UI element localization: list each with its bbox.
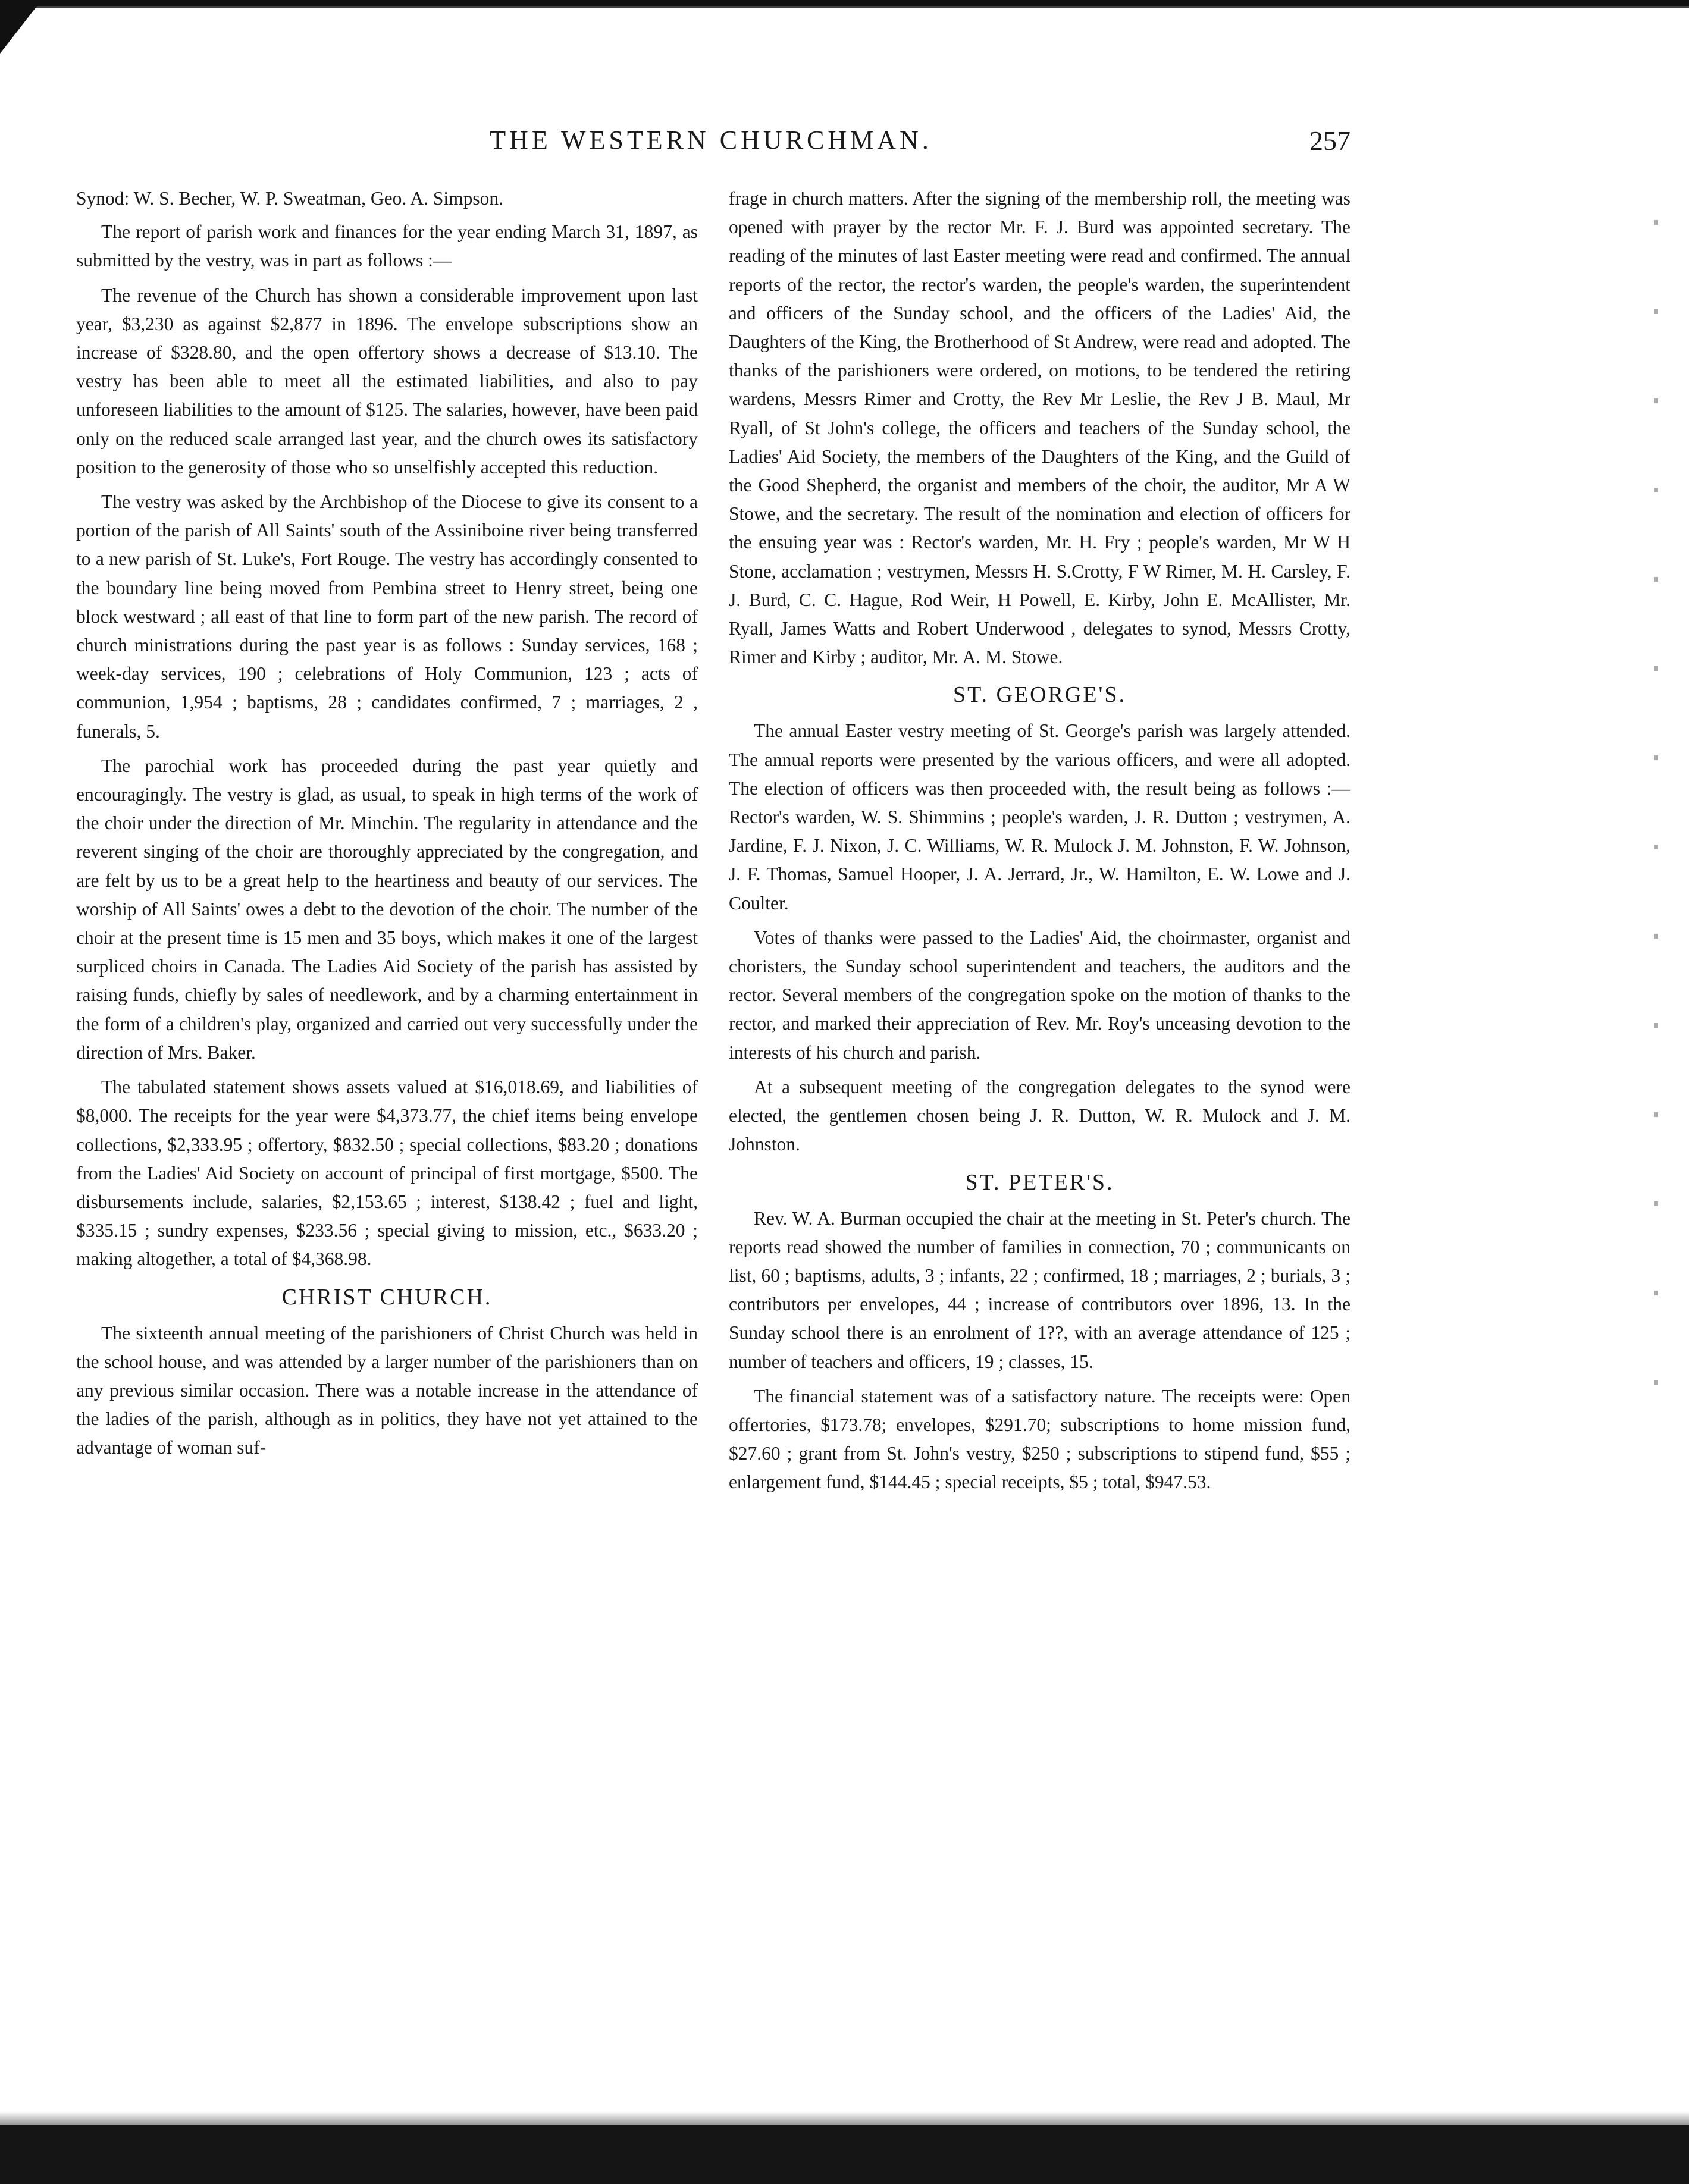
paragraph: The annual Easter vestry meeting of St. George's parish was largely attended. The annual reports were presented by the various officers, and were all adopted. The election of officers was then proceeded with, the result being as follows :—Rector's warden, W. S. Shimmins ; people's warden, J. R. Dutton ; vestrymen, A. Jardine, F. J. Nixon, J. C. Williams, W. R. Mulock J. M. Johnston, F. W. Johnson, J. F. Thomas, Samuel Hooper, J. A. Jerrard, Jr., W. Hamilton, E. W. Lowe and J. Coulter. xyxy=(729,720,1350,914)
paragraph: Synod: W. S. Becher, W. P. Sweatman, Geo. A. Simpson. xyxy=(76,188,504,209)
running-title: THE WESTERN CHURCHMAN. xyxy=(490,125,932,155)
section-heading-st-peters: ST. PETER'S. xyxy=(965,1169,1114,1195)
page-header xyxy=(71,125,1350,172)
page-number: 257 xyxy=(1309,125,1350,156)
paragraph: The revenue of the Church has shown a considerable improvement upon last year, $3,230 as against $2,877 in 1896. The envelope subscriptions show an increase of $328.80, and the open offertory shows a decrease of $13.10. The vestry has been able to meet all the estimated liabilities, and also to pay unforeseen liabilities to the amount of $125. The salaries, however, have been paid only on the reduced scale arranged last year, and the church owes its satisfactory position to the generosity of those who so unselfishly accepted this reduction. xyxy=(76,284,698,478)
paragraph: At a subsequent meeting of the congregation delegates to the synod were elected, the gentlemen chosen being J. R. Dutton, W. R. Mulock and J. M. Johnston. xyxy=(729,1076,1350,1155)
scan-margin-specks xyxy=(1654,178,1658,1427)
section-heading-christ-church: CHRIST CHURCH. xyxy=(281,1284,493,1310)
paragraph: Rev. W. A. Burman occupied the chair at the meeting in St. Peter's church. The reports read showed the number of families in connection, 70 ; communicants on list, 60 ; baptisms, adults, 3 ; infants, 22 ; confirmed, 18 ; marriages, 2 ; burials, 3 ; contributors per envelopes, 44 ; increase of contributors over 1896, 13. In the Sunday school there is an enrolment of 1??, with an average attendance of 125 ; number of teachers and officers, 19 ; classes, 15. xyxy=(729,1207,1350,1372)
scan-border-bottom xyxy=(0,2125,1689,2184)
scan-shadow-bottom xyxy=(0,2111,1689,2125)
paragraph: The financial statement was of a satisfactory nature. The receipts were: Open offertories, $173.78; envelopes, $291.70; subscriptions to home mission fund, $27.60 ; grant from St. John's vestry, $250 ; subscriptions to stipend fund, $55 ; enlargement fund, $144.45 ; special receipts, $5 ; total, $947.53. xyxy=(729,1385,1350,1493)
section-heading-st-georges: ST. GEORGE'S. xyxy=(952,682,1127,708)
paragraph: The tabulated statement shows assets valued at $16,018.69, and liabilities of $8,000. The receipts for the year were $4,373.77, the chief items being envelope collections, $2,333.95 ; offertory, $832.50 ; special collections, $83.20 ; donations from the Ladies' Aid Society on account of principal of first mortgage, $500. The disbursements include, salaries, $2,153.65 ; interest, $138.42 ; fuel and light, $335.15 ; sundry expenses, $233.56 ; special giving to mission, etc., $633.20 ; making altogether, a total of $4,368.98. xyxy=(76,1077,698,1270)
scan-corner-shadow xyxy=(0,0,42,54)
paragraph: The vestry was asked by the Archbishop of the Diocese to give its consent to a portion of the parish of All Saints' south of the Assiniboine river being transferred to a new parish of St. Luke's, Fort Rouge. The vestry has accordingly consented to the boundary line being moved from Pembina street to Henry street, being one block westward ; all east of that line to form part of the new parish. The record of church ministrations during the past year is as follows : Sunday services, 168 ; week-day services, 190 ; celebrations of Holy Communion, 123 ; acts of communion, 1,954 ; baptisms, 28 ; candidates confirmed, 7 ; marriages, 2 , funerals, 5. xyxy=(76,491,698,742)
paragraph: Votes of thanks were passed to the Ladies' Aid, the choirmaster, organist and choristers, the Sunday school superintendent and teachers, the auditors and the rector. Several members of the congregation spoke on the motion of thanks to the rector, and marked their appreciation of Rev. Mr. Roy's unceasing devotion to the interests of his church and parish. xyxy=(729,927,1350,1063)
paragraph: frage in church matters. After the signing of the membership roll, the meeting was opened with prayer by the rector Mr. F. J. Burd was appointed secretary. The reading of the minutes of last Easter meeting were read and confirmed. The annual reports of the rector, the rector's warden, the people's warden, the superintendent and officers of the Sunday school, and the officers of the Ladies' Aid, the Daughters of the King, the Brotherhood of St Andrew, were read and adopted. The thanks of the parishioners were ordered, on motions, to be tendered the retiring wardens, Messrs Rimer and Crotty, the Rev Mr Leslie, the Rev J B. Maul, Mr Ryall, of St John's college, the officers and teachers of the Sunday school, the Ladies' Aid Society, the members of the Daughters of the King, and the Guild of the Good Shepherd, the organist and members of the choir, the auditor, Mr A W Stowe, and the secretary. The result of the nomination and election of officers for the ensuing year was : Rector's warden, Mr. H. Fry ; people's warden, Mr W H Stone, acclamation ; vestrymen, Messrs H. S.Crotty, F W Rimer, M. H. Carsley, F. J. Burd, C. C. Hague, Rod Weir, H Powell, E. Kirby, John E. McAllister, Mr. Ryall, James Watts and Robert Underwood , delegates to synod, Messrs Crotty, Rimer and Kirby ; auditor, Mr. A. M. Stowe. xyxy=(729,188,1350,668)
right-column xyxy=(729,184,1350,1503)
paragraph: The sixteenth annual meeting of the parishioners of Christ Church was held in the school house, and was attended by a larger number of the parishioners than on any previous similar occasion. There was a notable increase in the attendance of the ladies of the parish, although as in politics, they have not yet attained to the advantage of woman suf- xyxy=(76,1322,698,1458)
scan-border-top xyxy=(0,0,1689,15)
paragraph: The parochial work has proceeded during the past year quietly and encouragingly. The vestry is glad, as usual, to speak in high terms of the work of the choir under the direction of Mr. Minchin. The regularity in attendance and the reverent singing of the choir are thoroughly appreciated by the congregation, and are felt by us to be a great help to the heartiness and beauty of our services. The worship of All Saints' owes a debt to the devotion of the choir. The number of the choir at the present time is 15 men and 35 boys, which makes it one of the largest surpliced choirs in Canada. The Ladies Aid Society of the parish has assisted by raising funds, chiefly by sales of needlework, and by a charming entertainment in the form of a children's play, organized and carried out very successfully under the direction of Mrs. Baker. xyxy=(76,755,698,1063)
paragraph: The report of parish work and finances for the year ending March 31, 1897, as submitted by the vestry, was in part as follows :— xyxy=(76,221,698,271)
left-column xyxy=(76,184,698,1468)
